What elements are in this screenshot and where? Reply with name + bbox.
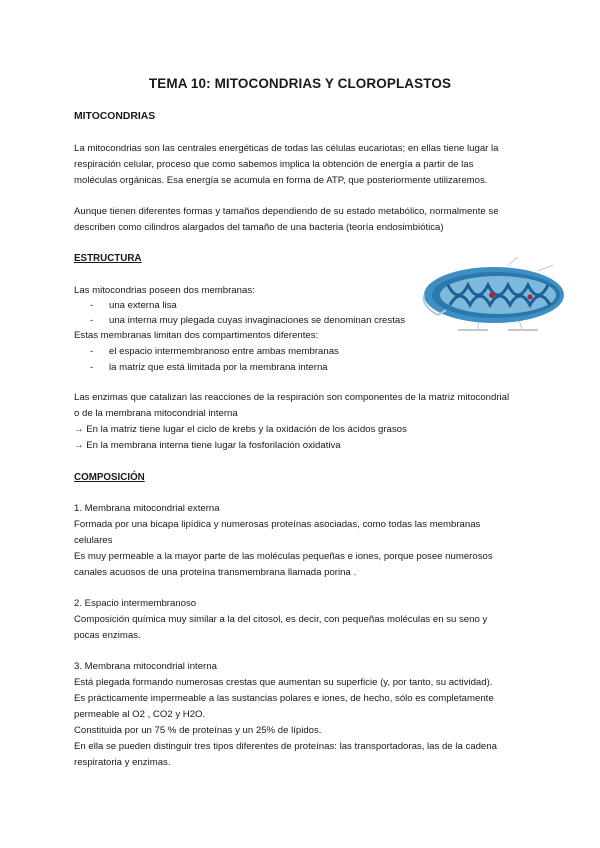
- comp-p3-line-2: Está plegada formando numerosas crestas que aumentan su superficie (y, por tanto, su actividad).: [74, 677, 493, 688]
- heading-composicion: COMPOSICIÓN: [74, 472, 145, 483]
- compartment-item-2: la matriz que está limitada por la membrana interna: [109, 362, 328, 373]
- comp-p3-line-7: respiratoria y enzimas.: [74, 757, 171, 768]
- enzymes-line-4: → En la membrana interna tiene lugar la fosforilación oxidativa: [74, 440, 341, 451]
- comp-p1-line-3: celulares: [74, 535, 113, 546]
- tiny-label-2: [508, 329, 538, 331]
- membrane-item-1: una externa lisa: [109, 300, 177, 311]
- dash-3: -: [90, 346, 94, 357]
- enzymes-line-1: Las enzimas que catalizan las reacciones de la respiración son componentes de la matriz mitocondrial: [74, 392, 510, 403]
- comp-p3-line-3: Es prácticamente impermeable a las sustancias polares e iones, de hecho, sólo es completamente: [74, 693, 494, 704]
- intro-line-1: La mitocondrias son las centrales energéticas de todas las células eucariotas; en ellas tiene lugar la: [74, 143, 499, 154]
- compartments-intro: Estas membranas limitan dos compartimentos diferentes:: [74, 330, 319, 341]
- comp-p1-line-1: 1. Membrana mitocondrial externa: [74, 503, 220, 514]
- label-line-2: [538, 265, 553, 271]
- comp-p3-line-5: Constituida por un 75 % de proteínas y un 25% de lípidos.: [74, 725, 322, 736]
- intro2-line-1: Aunque tienen diferentes formas y tamaños dependiendo de su estado metabólico, normalmente se: [74, 206, 499, 217]
- comp-p1-line-4: Es muy permeable a la mayor parte de las moléculas pequeñas e iones, porque posee numerosos: [74, 551, 493, 562]
- section-heading-mitocondrias: MITOCONDRIAS: [74, 111, 156, 122]
- granule-1: [489, 292, 495, 298]
- intro2-line-2: describen como cilindros alargados del tamaño de una bacteria (teoría endosimbiótica): [74, 222, 444, 233]
- granule-2: [528, 295, 533, 300]
- membranes-intro: Las mitocondrias poseen dos membranas:: [74, 285, 255, 296]
- comp-p1-line-2: Formada por una bicapa lipídica y numerosas proteínas asociadas, como todas las membranas: [74, 519, 481, 530]
- comp-p1-line-5: canales acuosos de una proteína transmembrana llamada porina .: [74, 567, 357, 578]
- dash-1: -: [90, 300, 94, 311]
- heading-estructura: ESTRUCTURA: [74, 253, 142, 264]
- mitochondrion-diagram: [418, 255, 588, 335]
- comp-p2-line-2: Composición química muy similar a la del citosol, es decir, con pequeñas moléculas en su seno y: [74, 614, 488, 625]
- label-line-1: [508, 257, 518, 265]
- page-title: TEMA 10: MITOCONDRIAS Y CLOROPLASTOS: [148, 76, 452, 91]
- enzymes-line-3: → En la matriz tiene lugar el ciclo de krebs y la oxidación de los ácidos grasos: [74, 424, 407, 435]
- enzymes-line-2: o de la membrana mitocondrial interna: [74, 408, 238, 419]
- comp-p2-line-1: 2. Espacio intermembranoso: [74, 598, 197, 609]
- intro-line-2: respiración celular, proceso que como sabemos implica la obtención de energía a partir de las: [74, 159, 474, 170]
- tiny-label-1: [458, 329, 488, 331]
- comp-p2-line-3: pocas enzimas.: [74, 630, 141, 641]
- intro-line-3: moléculas orgánicas. Esa energía se acumula en forma de ATP, que posteriormente utilizaremos.: [74, 175, 488, 186]
- membrane-item-2: una interna muy plegada cuyas invaginaciones se denominan crestas: [109, 315, 405, 326]
- compartment-item-1: el espacio intermembranoso entre ambas membranas: [109, 346, 339, 357]
- comp-p3-line-1: 3. Membrana mitocondrial interna: [74, 661, 217, 672]
- dash-2: -: [90, 315, 94, 326]
- comp-p3-line-6: En ella se pueden distinguir tres tipos diferentes de proteínas: las transportadoras, las de la cadena: [74, 741, 497, 752]
- dash-4: -: [90, 362, 94, 373]
- comp-p3-line-4: permeable al O2 , CO2 y H2O.: [74, 709, 206, 720]
